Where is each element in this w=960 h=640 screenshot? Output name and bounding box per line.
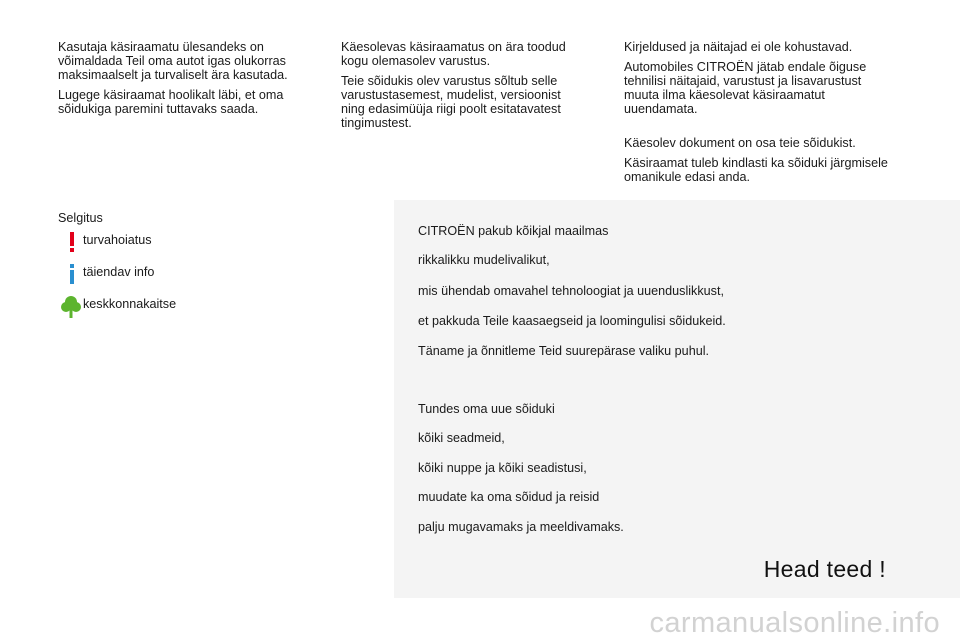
tree-icon: [64, 295, 80, 317]
warning-exclamation-icon: [64, 231, 80, 253]
paragraph: Lugege käsiraamat hoolikalt läbi, et oma sõidukiga paremini tuttavaks saada.: [58, 88, 284, 116]
intro-column-1: [58, 40, 308, 122]
paragraph: Teie sõidukis olev varustus sõltub selle varustustasemest, mudelist, versioonist ning edasimüüja riigi poolt esitatavatest tingimustest.: [341, 74, 561, 130]
welcome-line: palju mugavamaks ja meeldivamaks.: [418, 520, 624, 534]
legend-title: Selgitus: [58, 211, 103, 225]
legend: [58, 211, 358, 327]
welcome-line: mis ühendab omavahel tehnoloogiat ja uuenduslikkust,: [418, 284, 724, 298]
paragraph: Käsiraamat tuleb kindlasti ka sõiduki järgmisele omanikule edasi anda.: [624, 156, 888, 184]
welcome-line: CITROËN pakub kõikjal maailmas: [418, 224, 609, 238]
info-i-icon: [64, 263, 80, 285]
watermark: carmanualsonline.info: [649, 607, 940, 639]
welcome-line: et pakkuda Teile kaasaegseid ja loomingulisi sõidukeid.: [418, 314, 726, 328]
paragraph: Käesolev dokument on osa teie sõidukist.: [624, 136, 856, 150]
legend-label: täiendav info: [83, 265, 155, 279]
intro-column-2: [341, 40, 586, 136]
welcome-line: muudate ka oma sõidud ja reisid: [418, 490, 600, 504]
paragraph: Kirjeldused ja näitajad ei ole kohustavad.: [624, 40, 853, 54]
legend-label: turvahoiatus: [83, 233, 152, 247]
paragraph: Kasutaja käsiraamatu ülesandeks on võimaldada Teil oma autot igas olukorras maksimaalselt ja turvaliselt ära kasutada.: [58, 40, 288, 82]
legend-item-warning: [58, 231, 358, 263]
welcome-line: rikkalikku mudelivalikut,: [418, 253, 550, 267]
welcome-line: kõiki seadmeid,: [418, 431, 505, 445]
legend-item-environment: [58, 295, 358, 327]
closing-greeting: Head teed !: [763, 556, 886, 582]
welcome-panel: [394, 200, 960, 598]
paragraph: Automobiles CITROËN jätab endale õiguse tehnilisi näitajaid, varustust ja lisavarustust muuta ilma käesolevat käsiraamatut uuendamata.: [624, 60, 867, 116]
welcome-line: Tundes oma uue sõiduki: [418, 402, 555, 416]
legend-item-info: [58, 263, 358, 295]
intro-column-3: [624, 40, 894, 190]
paragraph: Käesolevas käsiraamatus on ära toodud kogu olemasolev varustus.: [341, 40, 566, 68]
welcome-line: kõiki nuppe ja kõiki seadistusi,: [418, 461, 587, 475]
legend-label: keskkonnakaitse: [83, 297, 177, 311]
welcome-line: Täname ja õnnitleme Teid suurepärase valiku puhul.: [418, 344, 709, 358]
